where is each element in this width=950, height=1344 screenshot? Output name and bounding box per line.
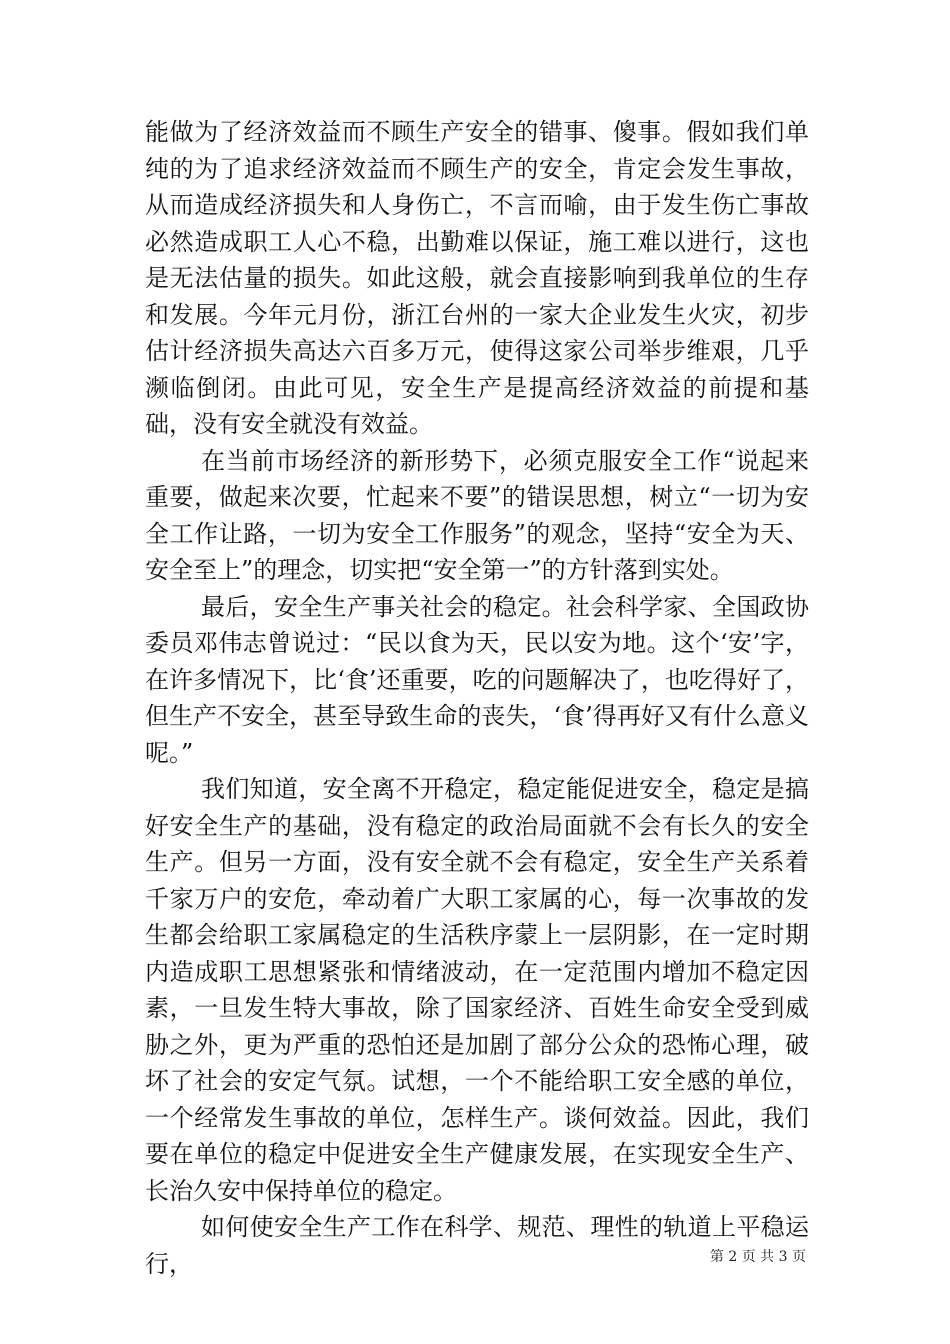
- paragraph-1: 能做为了经济效益而不顾生产安全的错事、傻事。假如我们单纯的为了追求经济效益而不顾生产的安全，肯定会发生事故，从而造成经济损失和人身伤亡，不言而喻，由于发生伤亡事故必然造成职工人心不稳，出勤难以保证，施工难以进行，这也是无法估量的损失。如此这般，就会直接影响到我单位的生存和发展。今年元月份，浙江台州的一家大企业发生火灾，初步估计经济损失高达六百多万元，使得这家公司举步维艰，几乎濒临倒闭。由此可见，安全生产是提高经济效益的前提和基础，没有安全就没有效益。: [145, 118, 809, 438]
- paragraph-4: 我们知道，安全离不开稳定，稳定能促进安全，稳定是搞好安全生产的基础，没有稳定的政治局面就不会有长久的安全生产。但另一方面，没有安全就不会有稳定，安全生产关系着千家万户的安危，牵动着广大职工家属的心，每一次事故的发生都会给职工家属稳定的生活秩序蒙上一层阴影，在一定时期内造成职工思想紧张和情绪波动，在一定范围内增加不稳定因素，一旦发生特大事故，除了国家经济、百姓生命安全受到威胁之外，更为严重的恐怕还是加剧了部分公众的恐怖心理，破坏了社会的安定气氛。试想，一个不能给职工安全感的单位，一个经常发生事故的单位，怎样生产。谈何效益。因此，我们要在单位的稳定中促进安全生产健康发展，在实现安全生产、长治久安中保持单位的稳定。: [145, 775, 809, 1205]
- paragraph-3: 最后，安全生产事关社会的稳定。社会科学家、全国政协委员邓伟志曾说过：“民以食为天，民以安为地。这个‘安’字，在许多情况下，比‘食’还重要，吃的问题解决了，也吃得好了，但生产不安全，甚至导致生命的丧失，‘食’得再好又有什么意义呢。”: [145, 592, 809, 767]
- paragraph-2: 在当前市场经济的新形势下，必须克服安全工作“说起来重要，做起来次要，忙起来不要”的错误思想，树立“一切为安全工作让路，一切为安全工作服务”的观念，坚持“安全为天、安全至上”的理念，切实把“安全第一”的方针落到实处。: [145, 446, 809, 584]
- paragraph-5: 如何使安全生产工作在科学、规范、理性的轨道上平稳运行，: [145, 1213, 809, 1278]
- document-body: [145, 114, 809, 1282]
- page-number-footer: 第 2 页 共 3 页: [709, 1249, 806, 1265]
